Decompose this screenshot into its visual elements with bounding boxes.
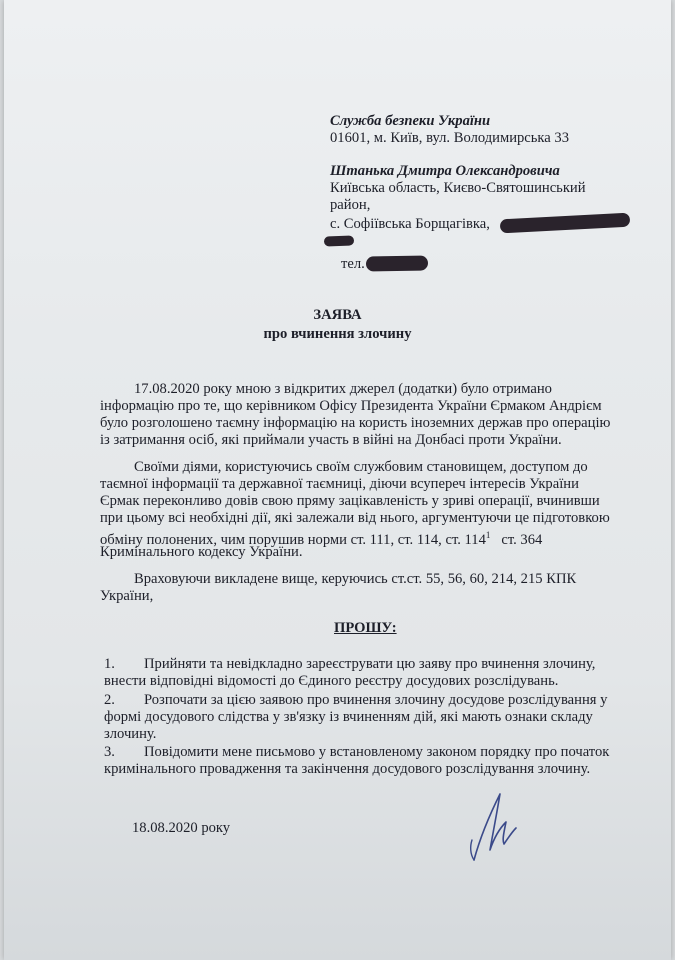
request-3-number: 3.: [104, 744, 115, 760]
request-2-line-3: злочину.: [104, 726, 157, 742]
sender-phone-label: тел.: [341, 256, 365, 272]
p1-line-2: інформацію про те, що керівником Офісу Президента України Єрмаком Андрієм: [100, 398, 602, 414]
p2-line-6: Кримінального кодексу України.: [100, 544, 303, 560]
request-1-number: 1.: [104, 656, 115, 672]
signature-image: [466, 788, 536, 864]
p2-line-5-text: обміну полонених, чим порушив норми ст. 111, ст. 114, ст. 114: [100, 531, 486, 548]
p2-line-2: таємної інформації та державної таємниці, діючи всупереч інтересів України: [100, 476, 579, 492]
sender-name: Штанька Дмитра Олександровича: [330, 163, 560, 179]
document-subtitle: про вчинення злочину: [263, 326, 412, 342]
request-2-line-2: формі досудового слідства у зв'язку із вчиненням дій, які мають ознаки складу: [104, 709, 593, 725]
recipient-address: 01601, м. Київ, вул. Володимирська 33: [330, 130, 570, 146]
redaction-phone: [366, 255, 428, 271]
document-date: 18.08.2020 року: [132, 820, 231, 836]
sender-address-line-1: Київська область, Києво-Святошинський: [330, 180, 586, 196]
request-heading: ПРОШУ:: [334, 620, 397, 636]
request-1-line-2: внести відповідні відомості до Єдиного реєстру досудових розслідувань.: [104, 673, 559, 689]
recipient-org: Служба безпеки України: [330, 113, 491, 129]
document-page: [4, 0, 671, 960]
redaction-house: [324, 235, 354, 246]
request-1-line-1: Прийняти та невідкладно зареєструвати цю заяву про вчинення злочину,: [144, 656, 596, 672]
p2-superscript: 1: [485, 530, 491, 540]
p2-line-4: при цьому всі необхідні дії, які залежали від нього, аргументуючи це підготовкою: [100, 510, 610, 526]
request-3-line-2: кримінального провадження та закінчення досудового розслідування злочину.: [104, 761, 591, 777]
p2-line-1: Своїми діями, користуючись своїм службовим становищем, доступом до: [134, 459, 588, 475]
p1-line-3: було розголошено таємну інформацію на користь іноземних держав про операцію: [100, 415, 611, 431]
p2-line-5-tail: ст. 364: [501, 531, 543, 548]
p1-line-1: 17.08.2020 року мною з відкритих джерел (додатки) було отримано: [134, 381, 552, 397]
request-2-line-1: Розпочати за цією заявою про вчинення злочину досудове розслідування у: [144, 692, 608, 708]
sender-address-line-3: с. Софіївська Борщагівка,: [330, 216, 490, 232]
request-2-number: 2.: [104, 692, 115, 708]
p1-line-4: із затримання осіб, які приймали участь в війні на Донбасі проти України.: [100, 432, 562, 448]
p2-line-3: Єрмак переконливо довів свою пряму зацікавленість у зриві операції, вчинивши: [100, 493, 600, 509]
request-3-line-1: Повідомити мене письмово у встановленому законом порядку про початок: [144, 744, 610, 760]
sender-address-line-2: район,: [330, 197, 371, 213]
p3-line-2: України,: [100, 588, 154, 604]
redaction-street: [500, 213, 631, 234]
p3-line-1: Враховуючи викладене вище, керуючись ст.ст. 55, 56, 60, 214, 215 КПК: [134, 571, 577, 587]
document-title: ЗАЯВА: [313, 307, 362, 323]
